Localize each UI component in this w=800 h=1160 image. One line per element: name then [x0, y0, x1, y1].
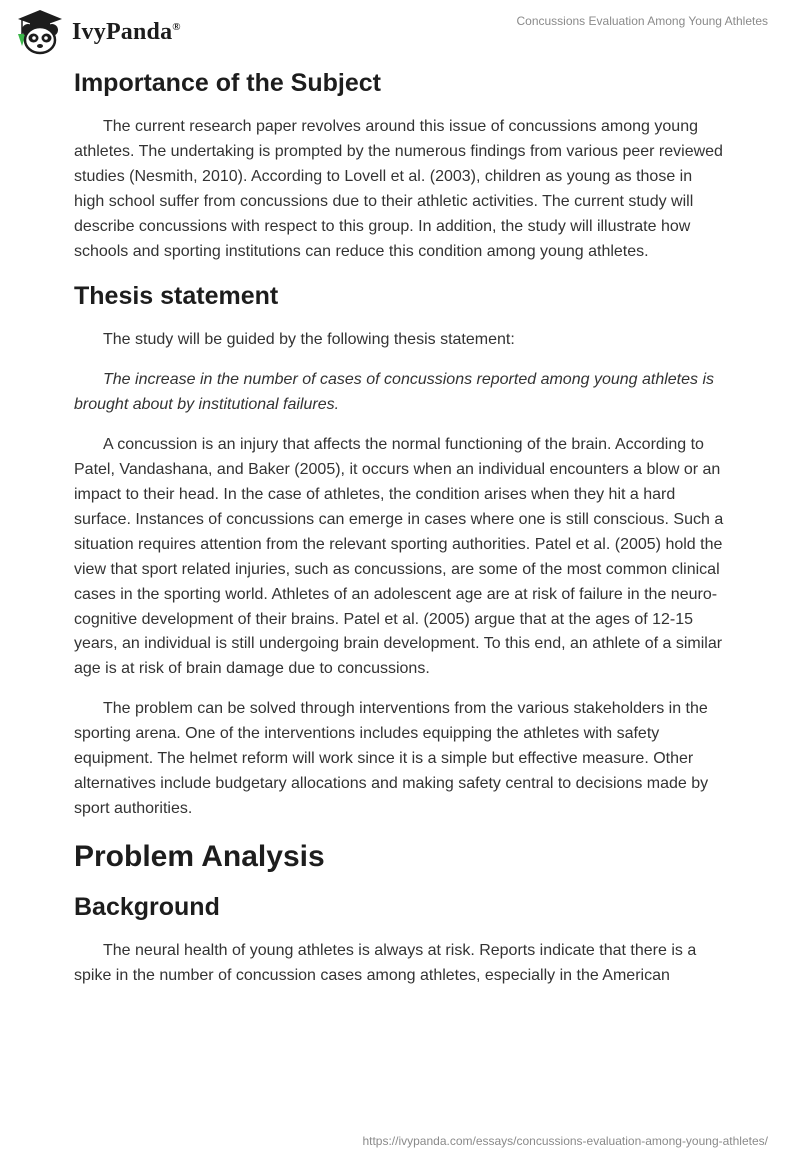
section-heading-analysis: Problem Analysis	[74, 839, 325, 873]
section-heading-background: Background	[74, 892, 220, 921]
ivypanda-logo[interactable]	[14, 8, 181, 56]
section-heading-importance: Importance of the Subject	[74, 69, 381, 97]
paragraph-thesis-body: A concussion is an injury that affects the normal functioning of the brain. According to Patel, Vandashana, and Baker (2005), it occurs when an individual encounters a blow or an impact to their head. In the case of athletes, the condition arises when they hit a hard surface. Instances of concussions can emerge in cases where one is still conscious. Such a situation requires attention from the relevant sporting authorities. Patel et al. (2005) hold the view that sport related injuries, such as concussions, are some of the most common clinical cases in the sporting world. Athletes of an adolescent age are at risk of failure in the neuro-cognitive development of their brains. Patel et al. (2005) argue that at the ages of 12-15 years, an individual is still undergoing brain development. To this end, an athlete of a similar age is at risk of brain damage due to concussions.	[74, 436, 724, 678]
section-heading-thesis: Thesis statement	[74, 282, 279, 311]
registered-mark: ®	[172, 20, 181, 33]
paragraph-background: The neural health of young athletes is always at risk. Reports indicate that there is a spike in the number of concussion cases among athletes, especially in the American	[74, 941, 697, 984]
panda-graduate-icon	[14, 8, 66, 56]
source-url[interactable]: https://ivypanda.com/essays/concussions-evaluation-among-young-athletes/	[362, 1134, 768, 1148]
page-header	[0, 0, 800, 62]
brand-name: IvyPanda®	[72, 18, 181, 45]
document-title: Concussions Evaluation Among Young Athletes	[516, 14, 768, 28]
essay-content	[74, 68, 726, 989]
paragraph-importance: The current research paper revolves around this issue of concussions among young athletes. The undertaking is prompted by the numerous findings from various peer reviewed studies (Nesmith, 2010). According to Lovell et al. (2003), children as young as those in high school suffer from concussions due to their athletic activities. The current study will describe concussions with respect to this group. In addition, the study will illustrate how schools and sporting institutions can reduce this condition among young athletes.	[74, 118, 723, 260]
thesis-statement: The increase in the number of cases of concussions reported among young athletes is brought about by institutional failures.	[74, 371, 715, 414]
paragraph-thesis-intro: The study will be guided by the following thesis statement:	[103, 331, 515, 349]
paragraph-thesis-solution: The problem can be solved through interventions from the various stakeholders in the sporting arena. One of the interventions includes equipping the athletes with safety equipment. The helmet reform will work since it is a simple but effective measure. Other alternatives include budgetary allocations and making safety central to decisions made by sport authorities.	[74, 700, 709, 817]
